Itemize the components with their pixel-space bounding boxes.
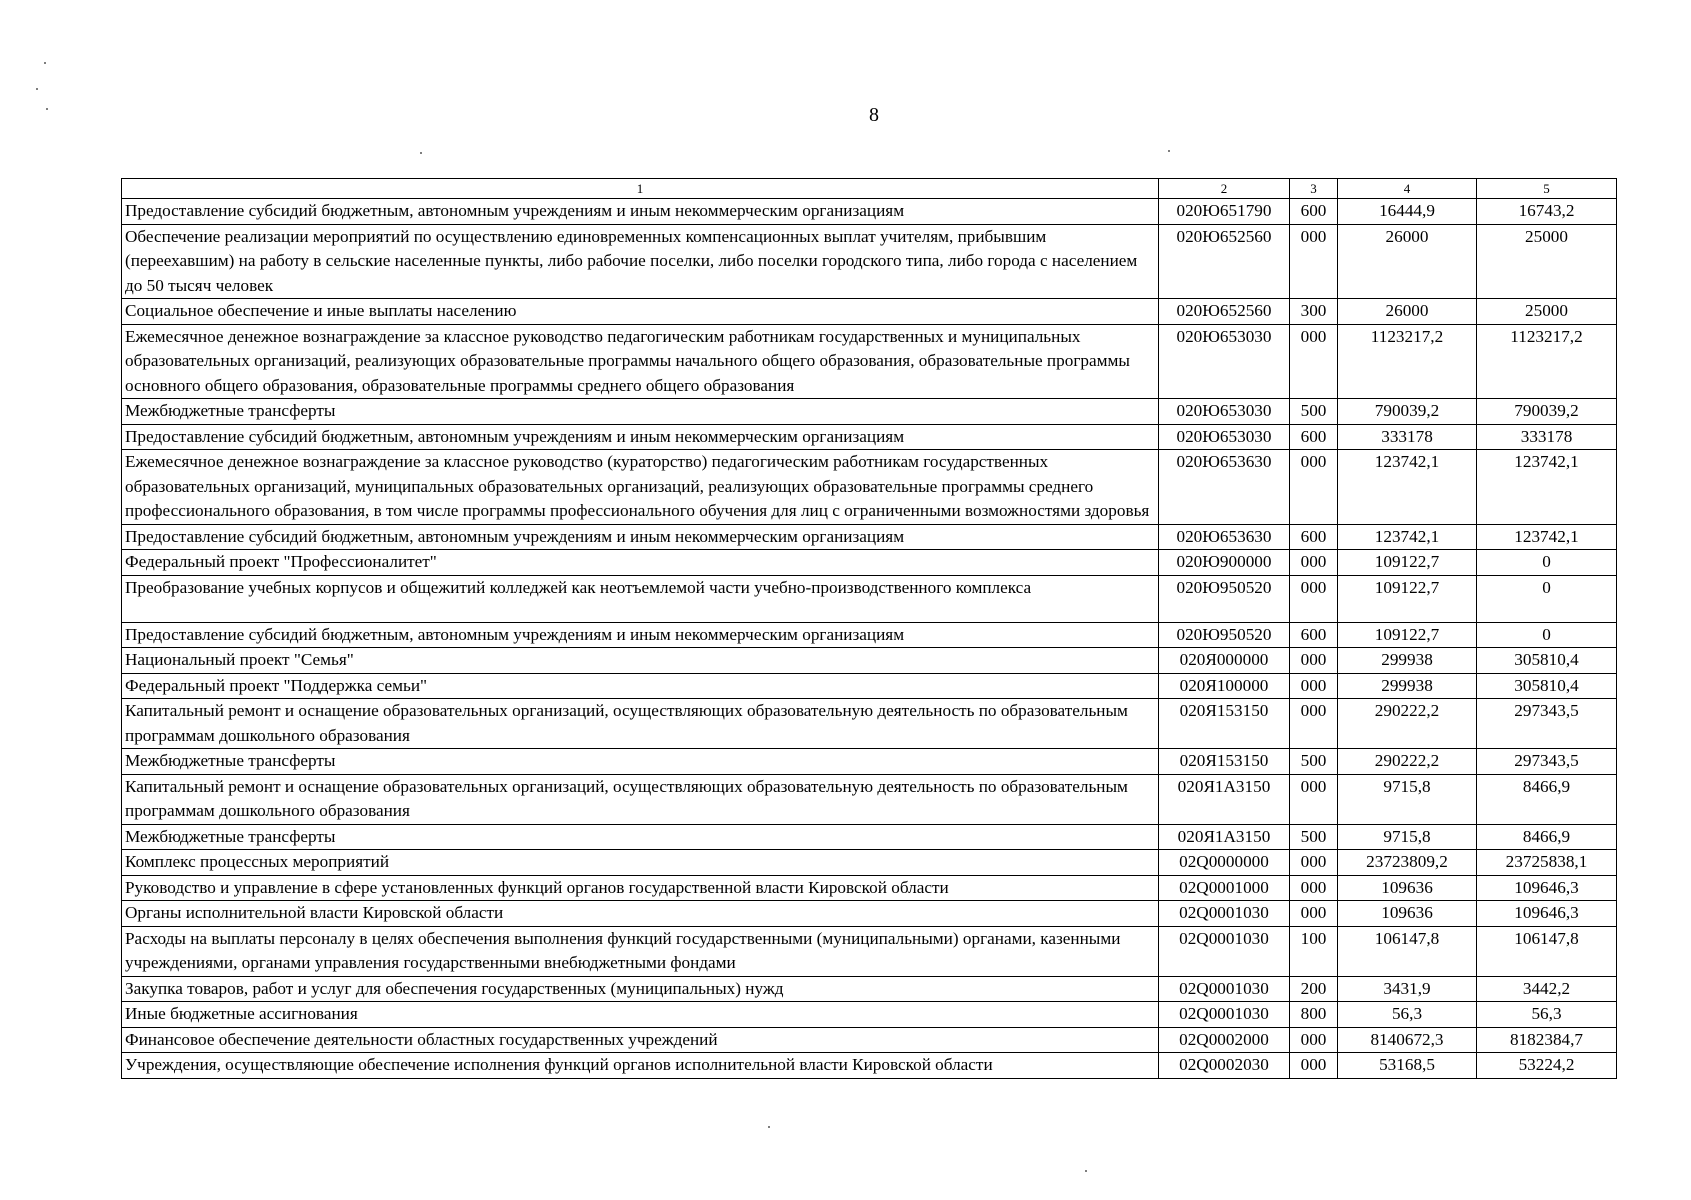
row-name-cell: Межбюджетные трансферты bbox=[122, 824, 1159, 850]
row-code-cell: 02Q0001030 bbox=[1159, 1002, 1290, 1028]
row-value-year1-cell: 123742,1 bbox=[1338, 450, 1477, 525]
table-row bbox=[122, 673, 1617, 699]
table-row bbox=[122, 875, 1617, 901]
row-code-cell: 020Я100000 bbox=[1159, 673, 1290, 699]
scan-speck bbox=[46, 108, 48, 110]
row-expense-type-cell: 000 bbox=[1290, 875, 1338, 901]
row-name-cell: Иные бюджетные ассигнования bbox=[122, 1002, 1159, 1028]
row-value-year2-cell: 333178 bbox=[1477, 424, 1617, 450]
table-row bbox=[122, 224, 1617, 299]
row-value-year2-cell: 123742,1 bbox=[1477, 450, 1617, 525]
row-value-year2-cell: 0 bbox=[1477, 550, 1617, 576]
table-row bbox=[122, 424, 1617, 450]
row-expense-type-cell: 000 bbox=[1290, 1053, 1338, 1079]
row-value-year1-cell: 26000 bbox=[1338, 224, 1477, 299]
row-code-cell: 02Q0001030 bbox=[1159, 901, 1290, 927]
table-row bbox=[122, 1027, 1617, 1053]
row-expense-type-cell: 000 bbox=[1290, 450, 1338, 525]
header-cell: 4 bbox=[1338, 179, 1477, 199]
row-expense-type-cell: 000 bbox=[1290, 774, 1338, 824]
row-code-cell: 020Я153150 bbox=[1159, 749, 1290, 775]
row-value-year1-cell: 1123217,2 bbox=[1338, 324, 1477, 399]
row-expense-type-cell: 000 bbox=[1290, 648, 1338, 674]
row-expense-type-cell: 000 bbox=[1290, 1027, 1338, 1053]
table-row bbox=[122, 926, 1617, 976]
row-value-year1-cell: 9715,8 bbox=[1338, 774, 1477, 824]
row-name-cell: Руководство и управление в сфере установленных функций органов государственной власти Кировской области bbox=[122, 875, 1159, 901]
row-name-cell: Ежемесячное денежное вознаграждение за классное руководство (кураторство) педагогическим работникам государственных образовательных организаций, муниципальных образовательных организаций, реализующих образовательные программы среднего профессионального образования, в том числе программы профессионального обучения для лиц с ограниченными возможностями здоровья bbox=[122, 450, 1159, 525]
scan-speck bbox=[768, 1126, 770, 1128]
row-value-year1-cell: 16444,9 bbox=[1338, 199, 1477, 225]
row-expense-type-cell: 800 bbox=[1290, 1002, 1338, 1028]
table-row bbox=[122, 699, 1617, 749]
row-expense-type-cell: 000 bbox=[1290, 901, 1338, 927]
row-name-cell: Предоставление субсидий бюджетным, автономным учреждениям и иным некоммерческим организациям bbox=[122, 424, 1159, 450]
table-row bbox=[122, 550, 1617, 576]
row-value-year1-cell: 9715,8 bbox=[1338, 824, 1477, 850]
header-cell: 2 bbox=[1159, 179, 1290, 199]
row-code-cell: 020Ю653030 bbox=[1159, 399, 1290, 425]
row-name-cell: Обеспечение реализации мероприятий по осуществлению единовременных компенсационных выплат учителям, прибывшим (переехавшим) на работу в сельские населенные пункты, либо рабочие поселки, либо поселки городского типа, либо города с населением до 50 тысяч человек bbox=[122, 224, 1159, 299]
budget-table-container bbox=[121, 178, 1616, 1079]
row-name-cell: Капитальный ремонт и оснащение образовательных организаций, осуществляющих образовательную деятельность по образовательным программам дошкольного образования bbox=[122, 774, 1159, 824]
table-body bbox=[122, 179, 1617, 1079]
scan-speck bbox=[36, 88, 38, 90]
scan-speck bbox=[44, 62, 46, 64]
header-cell: 1 bbox=[122, 179, 1159, 199]
page-number: 8 bbox=[869, 104, 879, 126]
row-code-cell: 020Ю652560 bbox=[1159, 299, 1290, 325]
row-code-cell: 02Q0001000 bbox=[1159, 875, 1290, 901]
row-name-cell: Социальное обеспечение и иные выплаты населению bbox=[122, 299, 1159, 325]
row-value-year1-cell: 290222,2 bbox=[1338, 749, 1477, 775]
row-value-year2-cell: 297343,5 bbox=[1477, 699, 1617, 749]
row-code-cell: 020Я000000 bbox=[1159, 648, 1290, 674]
row-expense-type-cell: 500 bbox=[1290, 399, 1338, 425]
row-name-cell: Межбюджетные трансферты bbox=[122, 399, 1159, 425]
row-value-year2-cell: 106147,8 bbox=[1477, 926, 1617, 976]
row-value-year2-cell: 790039,2 bbox=[1477, 399, 1617, 425]
table-row bbox=[122, 824, 1617, 850]
row-expense-type-cell: 600 bbox=[1290, 199, 1338, 225]
table-row bbox=[122, 299, 1617, 325]
row-name-cell: Преобразование учебных корпусов и общежитий колледжей как неотъемлемой части учебно-производственного комплекса bbox=[122, 575, 1159, 622]
row-code-cell: 02Q0002030 bbox=[1159, 1053, 1290, 1079]
row-name-cell: Предоставление субсидий бюджетным, автономным учреждениям и иным некоммерческим организациям bbox=[122, 524, 1159, 550]
row-code-cell: 02Q0001030 bbox=[1159, 976, 1290, 1002]
row-value-year2-cell: 305810,4 bbox=[1477, 648, 1617, 674]
row-code-cell: 020Я1А3150 bbox=[1159, 824, 1290, 850]
row-value-year2-cell: 25000 bbox=[1477, 224, 1617, 299]
row-name-cell: Расходы на выплаты персоналу в целях обеспечения выполнения функций государственными (муниципальными) органами, казенными учреждениями, органами управления государственными внебюджетными фондами bbox=[122, 926, 1159, 976]
scan-speck bbox=[420, 152, 422, 154]
row-code-cell: 020Ю950520 bbox=[1159, 575, 1290, 622]
row-value-year2-cell: 23725838,1 bbox=[1477, 850, 1617, 876]
row-name-cell: Учреждения, осуществляющие обеспечение исполнения функций органов исполнительной власти Кировской области bbox=[122, 1053, 1159, 1079]
row-value-year2-cell: 305810,4 bbox=[1477, 673, 1617, 699]
table-row bbox=[122, 901, 1617, 927]
table-row bbox=[122, 575, 1617, 622]
row-name-cell: Ежемесячное денежное вознаграждение за классное руководство педагогическим работникам государственных и муниципальных образовательных организаций, реализующих образовательные программы начального общего образования, образовательные программы основного общего образования, образовательные программы среднего общего образования bbox=[122, 324, 1159, 399]
row-value-year1-cell: 123742,1 bbox=[1338, 524, 1477, 550]
row-value-year1-cell: 333178 bbox=[1338, 424, 1477, 450]
row-expense-type-cell: 600 bbox=[1290, 424, 1338, 450]
row-code-cell: 020Я153150 bbox=[1159, 699, 1290, 749]
row-expense-type-cell: 600 bbox=[1290, 622, 1338, 648]
row-value-year1-cell: 109122,7 bbox=[1338, 575, 1477, 622]
row-expense-type-cell: 000 bbox=[1290, 699, 1338, 749]
row-value-year1-cell: 790039,2 bbox=[1338, 399, 1477, 425]
row-value-year1-cell: 299938 bbox=[1338, 673, 1477, 699]
row-value-year1-cell: 109636 bbox=[1338, 875, 1477, 901]
table-row bbox=[122, 648, 1617, 674]
table-row bbox=[122, 976, 1617, 1002]
row-expense-type-cell: 000 bbox=[1290, 575, 1338, 622]
row-value-year2-cell: 123742,1 bbox=[1477, 524, 1617, 550]
row-expense-type-cell: 500 bbox=[1290, 824, 1338, 850]
row-value-year2-cell: 25000 bbox=[1477, 299, 1617, 325]
row-name-cell: Финансовое обеспечение деятельности областных государственных учреждений bbox=[122, 1027, 1159, 1053]
table-row bbox=[122, 324, 1617, 399]
row-value-year2-cell: 0 bbox=[1477, 622, 1617, 648]
row-value-year2-cell: 16743,2 bbox=[1477, 199, 1617, 225]
row-value-year2-cell: 1123217,2 bbox=[1477, 324, 1617, 399]
header-cell: 3 bbox=[1290, 179, 1338, 199]
row-code-cell: 020Ю653630 bbox=[1159, 524, 1290, 550]
row-code-cell: 020Ю653030 bbox=[1159, 324, 1290, 399]
row-code-cell: 020Ю653630 bbox=[1159, 450, 1290, 525]
table-row bbox=[122, 524, 1617, 550]
row-expense-type-cell: 500 bbox=[1290, 749, 1338, 775]
row-expense-type-cell: 200 bbox=[1290, 976, 1338, 1002]
header-cell: 5 bbox=[1477, 179, 1617, 199]
scan-speck bbox=[1085, 1170, 1087, 1172]
row-expense-type-cell: 000 bbox=[1290, 550, 1338, 576]
row-name-cell: Предоставление субсидий бюджетным, автономным учреждениям и иным некоммерческим организациям bbox=[122, 622, 1159, 648]
row-expense-type-cell: 100 bbox=[1290, 926, 1338, 976]
table-row bbox=[122, 450, 1617, 525]
table-row bbox=[122, 850, 1617, 876]
row-name-cell: Федеральный проект "Профессионалитет" bbox=[122, 550, 1159, 576]
row-code-cell: 02Q0002000 bbox=[1159, 1027, 1290, 1053]
row-value-year1-cell: 23723809,2 bbox=[1338, 850, 1477, 876]
row-value-year2-cell: 109646,3 bbox=[1477, 901, 1617, 927]
table-row bbox=[122, 1053, 1617, 1079]
row-value-year2-cell: 8182384,7 bbox=[1477, 1027, 1617, 1053]
row-code-cell: 020Ю950520 bbox=[1159, 622, 1290, 648]
budget-table bbox=[121, 178, 1617, 1079]
scan-speck bbox=[1168, 150, 1170, 152]
row-expense-type-cell: 000 bbox=[1290, 224, 1338, 299]
row-value-year1-cell: 109122,7 bbox=[1338, 622, 1477, 648]
row-name-cell: Органы исполнительной власти Кировской области bbox=[122, 901, 1159, 927]
row-name-cell: Комплекс процессных мероприятий bbox=[122, 850, 1159, 876]
table-row bbox=[122, 199, 1617, 225]
row-code-cell: 020Ю651790 bbox=[1159, 199, 1290, 225]
row-expense-type-cell: 000 bbox=[1290, 850, 1338, 876]
row-code-cell: 02Q0001030 bbox=[1159, 926, 1290, 976]
table-row bbox=[122, 399, 1617, 425]
row-name-cell: Капитальный ремонт и оснащение образовательных организаций, осуществляющих образовательную деятельность по образовательным программам дошкольного образования bbox=[122, 699, 1159, 749]
row-code-cell: 020Ю653030 bbox=[1159, 424, 1290, 450]
row-expense-type-cell: 000 bbox=[1290, 324, 1338, 399]
header-row bbox=[122, 179, 1617, 199]
table-row bbox=[122, 749, 1617, 775]
row-value-year1-cell: 53168,5 bbox=[1338, 1053, 1477, 1079]
row-name-cell: Межбюджетные трансферты bbox=[122, 749, 1159, 775]
row-code-cell: 020Ю900000 bbox=[1159, 550, 1290, 576]
row-value-year1-cell: 299938 bbox=[1338, 648, 1477, 674]
row-value-year2-cell: 297343,5 bbox=[1477, 749, 1617, 775]
row-value-year1-cell: 290222,2 bbox=[1338, 699, 1477, 749]
row-code-cell: 02Q0000000 bbox=[1159, 850, 1290, 876]
row-name-cell: Национальный проект "Семья" bbox=[122, 648, 1159, 674]
row-name-cell: Предоставление субсидий бюджетным, автономным учреждениям и иным некоммерческим организациям bbox=[122, 199, 1159, 225]
table-row bbox=[122, 1002, 1617, 1028]
row-expense-type-cell: 300 bbox=[1290, 299, 1338, 325]
row-value-year1-cell: 109636 bbox=[1338, 901, 1477, 927]
row-value-year1-cell: 56,3 bbox=[1338, 1002, 1477, 1028]
row-expense-type-cell: 000 bbox=[1290, 673, 1338, 699]
row-value-year2-cell: 0 bbox=[1477, 575, 1617, 622]
row-code-cell: 020Я1А3150 bbox=[1159, 774, 1290, 824]
row-value-year1-cell: 109122,7 bbox=[1338, 550, 1477, 576]
row-code-cell: 020Ю652560 bbox=[1159, 224, 1290, 299]
row-value-year1-cell: 3431,9 bbox=[1338, 976, 1477, 1002]
row-value-year1-cell: 8140672,3 bbox=[1338, 1027, 1477, 1053]
row-expense-type-cell: 600 bbox=[1290, 524, 1338, 550]
table-row bbox=[122, 622, 1617, 648]
table-row bbox=[122, 774, 1617, 824]
row-name-cell: Федеральный проект "Поддержка семьи" bbox=[122, 673, 1159, 699]
row-value-year1-cell: 106147,8 bbox=[1338, 926, 1477, 976]
row-value-year2-cell: 8466,9 bbox=[1477, 774, 1617, 824]
row-value-year2-cell: 53224,2 bbox=[1477, 1053, 1617, 1079]
row-value-year2-cell: 109646,3 bbox=[1477, 875, 1617, 901]
row-name-cell: Закупка товаров, работ и услуг для обеспечения государственных (муниципальных) нужд bbox=[122, 976, 1159, 1002]
row-value-year2-cell: 8466,9 bbox=[1477, 824, 1617, 850]
row-value-year1-cell: 26000 bbox=[1338, 299, 1477, 325]
row-value-year2-cell: 56,3 bbox=[1477, 1002, 1617, 1028]
row-value-year2-cell: 3442,2 bbox=[1477, 976, 1617, 1002]
